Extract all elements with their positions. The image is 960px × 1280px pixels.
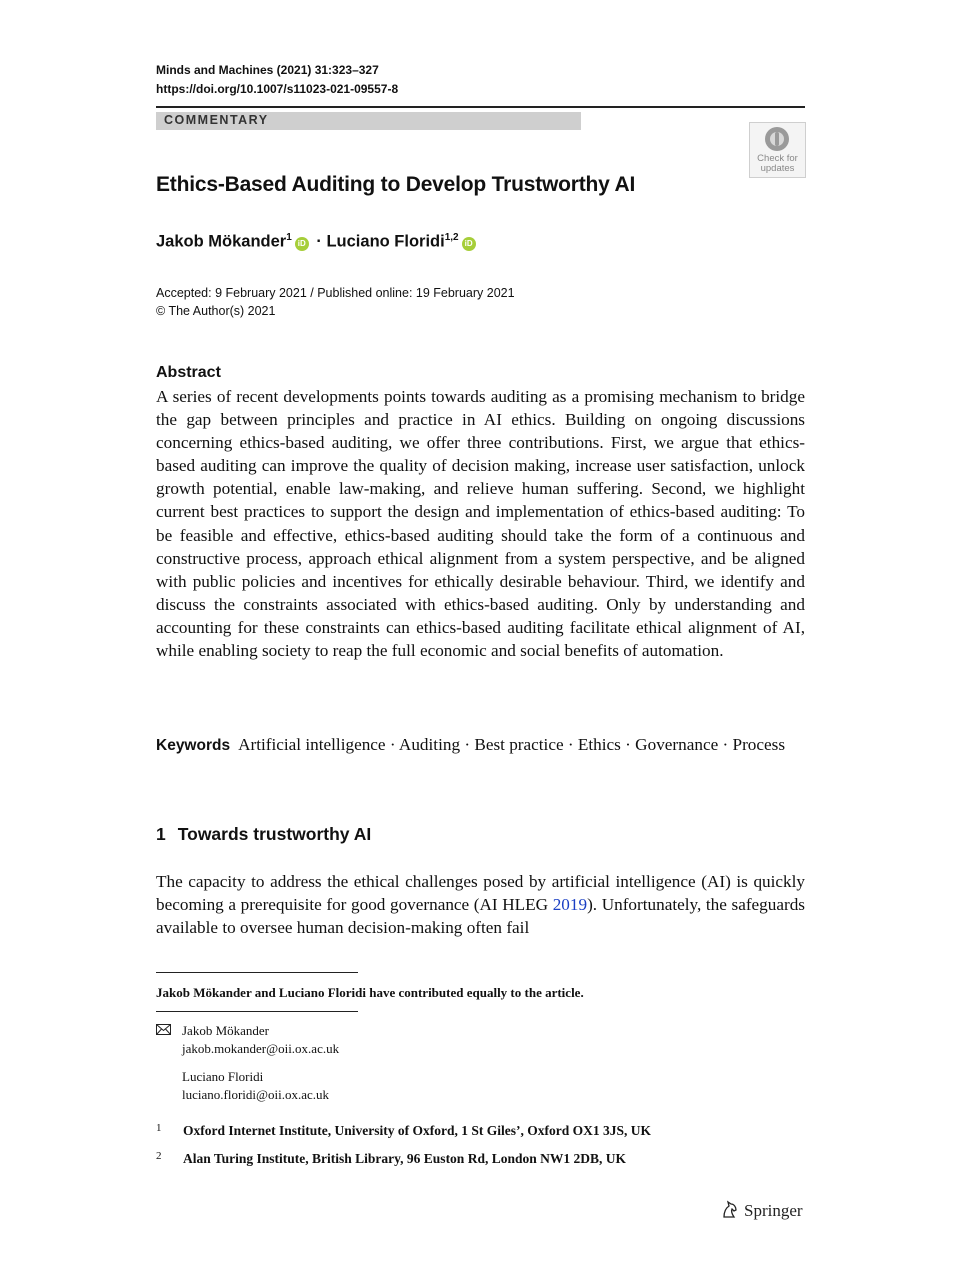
body-text-part: The capacity to address the ethical challenges posed by artificial intelligence (AI) is quickly becoming a prerequisite for good governance (AI HLEG xyxy=(156,872,805,915)
section-label: COMMENTARY xyxy=(164,113,269,127)
author-separator: · xyxy=(316,232,322,251)
badge-line-1: Check for xyxy=(757,153,798,164)
article-title: Ethics-Based Auditing to Develop Trustworthy AI xyxy=(156,173,636,196)
affiliation-text: Oxford Internet Institute, University of Oxford, 1 St Giles’, Oxford OX1 3JS, UK xyxy=(183,1123,651,1138)
orcid-icon[interactable]: iD xyxy=(295,237,309,251)
keywords-list: Artificial intelligence · Auditing · Best practice · Ethics · Governance · Process xyxy=(238,735,786,754)
contribution-note: Jakob Mökander and Luciano Floridi have contributed equally to the article. xyxy=(156,985,584,1000)
publication-dates: Accepted: 9 February 2021 / Published online: 19 February 2021 xyxy=(156,286,515,300)
keywords-label: Keywords xyxy=(156,737,231,754)
author-affiliation-sup: 1 xyxy=(286,232,292,243)
author-list xyxy=(156,232,479,252)
badge-line-2: updates xyxy=(760,163,795,174)
section-label-bar xyxy=(156,112,581,130)
check-for-updates-badge[interactable] xyxy=(749,122,806,178)
section-title: Towards trustworthy AI xyxy=(177,824,372,844)
affiliation-number: 2 xyxy=(156,1150,162,1162)
doi-link[interactable]: https://doi.org/10.1007/s11023-021-09557-8 xyxy=(156,82,399,96)
footnote-rule xyxy=(156,972,358,973)
journal-citation: Minds and Machines (2021) 31:323–327 xyxy=(156,63,379,77)
publisher-name: Springer xyxy=(744,1201,803,1220)
footnote-rule xyxy=(156,1011,358,1012)
keywords xyxy=(156,733,805,757)
contact-block xyxy=(182,1068,329,1104)
contact-email[interactable]: jakob.mokander@oii.ox.ac.uk xyxy=(182,1041,340,1056)
contact-name: Jakob Mökander xyxy=(182,1023,270,1038)
envelope-icon xyxy=(156,1024,171,1035)
citation-link[interactable]: 2019 xyxy=(552,895,588,915)
contact-email[interactable]: luciano.floridi@oii.ox.ac.uk xyxy=(182,1087,329,1102)
author-name: Jakob Mökander xyxy=(156,232,287,251)
section-number: 1 xyxy=(156,824,166,844)
copyright-notice: © The Author(s) 2021 xyxy=(156,304,276,318)
affiliation-number: 1 xyxy=(156,1122,162,1134)
springer-horse-icon xyxy=(720,1199,740,1219)
affiliation-text: Alan Turing Institute, British Library, 96 Euston Rd, London NW1 2DB, UK xyxy=(183,1151,626,1166)
contact-block xyxy=(182,1022,339,1058)
author-affiliation-sup: 1,2 xyxy=(444,232,459,243)
contact-name: Luciano Floridi xyxy=(182,1069,264,1084)
author-name: Luciano Floridi xyxy=(326,232,445,251)
abstract-heading: Abstract xyxy=(156,364,221,381)
section-body-text xyxy=(156,870,805,939)
header-rule xyxy=(156,106,805,108)
publisher-logo xyxy=(720,1199,803,1221)
check-updates-icon xyxy=(764,126,790,152)
section-heading xyxy=(156,824,383,845)
abstract-text: A series of recent developments points towards auditing as a promising mechanism to bridge the gap between principles and practice in AI ethics. Building on ongoing discussions concerning ethics-based auditing, we offer three contributions. First, we argue that ethics-based auditing can improve the quality of decision making, increase user satisfaction, unlock growth potential, enable law-making, and relieve human suffering. Second, we highlight current best practices to support the design and implementation of ethics-based auditing: To be feasible and effective, ethics-based auditing should take the form of a continuous and constructive process, approach ethical alignment from a system perspective, and be aligned with public policies and incentives for ethically desirable behaviour. Third, we identify and discuss the constraints associated with ethics-based auditing. Only by understanding and accounting for these constraints can ethics-based auditing facilitate ethical alignment of AI, while enabling society to reap the full economic and social benefits of automation. xyxy=(156,387,805,661)
orcid-icon[interactable]: iD xyxy=(462,237,476,251)
body-text-part: ). Unfortunately, the safeguards available to oversee human decision-making often fail xyxy=(156,895,805,938)
